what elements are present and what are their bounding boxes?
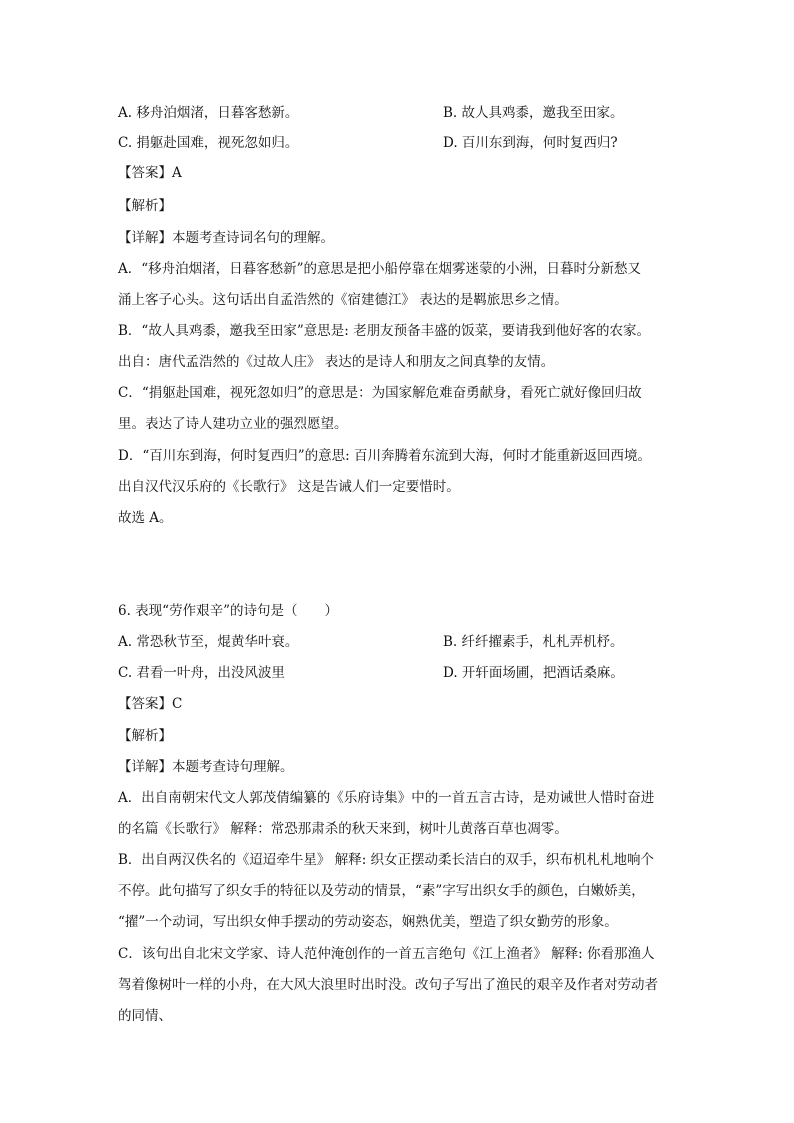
q6-detail-line: C．该句出自北宋文学家、诗人范仲淹创作的一首五言绝句《江上渔者》 解释: 你看那渔人 <box>118 946 655 962</box>
q5-option-b: B. 故人具鸡黍，邀我至田家。 <box>443 105 624 121</box>
q6-analysis-title: 【解析】 <box>118 728 172 744</box>
q5-option-d: D. 百川东到海，何时复西归? <box>443 135 618 151</box>
q6-detail-line: 驾着像树叶一样的小舟，在大风大浪里时出时没。改句子写出了渔民的艰辛及作者对劳动者 <box>118 977 658 993</box>
q5-detail-line: A．“移舟泊烟渚，日暮客愁新”的意思是把小船停靠在烟雾迷蒙的小洲，日暮时分新愁又 <box>118 261 642 277</box>
q5-detail-line: D．“百川东到海，何时复西归”的意思: 百川奔腾着东流到大海，何时才能重新返回西境。 <box>118 448 651 464</box>
q5-option-a: A. 移舟泊烟渚，日暮客愁新。 <box>118 105 299 121</box>
q6-detail-line: 不停。此句描写了织女手的特征以及劳动的情景，“素”字写出织女手的颜色，白嫩娇美， <box>118 883 645 899</box>
q6-detail-line: 的同情、 <box>118 1008 172 1024</box>
q6-detail-line: 【详解】本题考查诗句理解。 <box>118 759 294 775</box>
q6-detail-line: 的名篇《长歌行》 解释：常恐那肃杀的秋天来到，树叶儿黄落百草也凋零。 <box>118 821 568 837</box>
q5-detail-line: B．“故人具鸡黍，邀我至田家”意思是: 老朋友预备丰盛的饭菜，要请我到他好客的农家。 <box>118 323 651 339</box>
q6-detail-line: B．出自两汉佚名的《迢迢牵牛星》 解释: 织女正摆动柔长洁白的双手，织布机札札地响个 <box>118 852 655 868</box>
q5-detail-line: 出自汉代汉乐府的《长歌行》 这是告诫人们一定要惜时。 <box>118 479 460 495</box>
q6-option-b: B. 纤纤擢素手，札札弄机杼。 <box>443 634 624 650</box>
q5-detail-line: 里。表达了诗人建功立业的强烈愿望。 <box>118 416 348 432</box>
q6-option-d: D. 开轩面场圃，把酒话桑麻。 <box>443 665 624 681</box>
q5-conclusion: 故选 A。 <box>118 510 173 526</box>
q6-detail-line: A．出自南朝宋代文人郭茂倩编纂的《乐府诗集》中的一首五言古诗，是劝诫世人惜时奋进 <box>118 790 655 806</box>
q5-analysis-title: 【解析】 <box>118 198 172 214</box>
q5-option-c: C. 捐躯赴国难，视死忽如归。 <box>118 135 299 151</box>
q5-detail-line: 出自：唐代孟浩然的《过故人庄》 表达的是诗人和朋友之间真挚的友情。 <box>118 354 555 370</box>
q5-detail-line: C．“捐躯赴国难，视死忽如归”的意思是：为国家解危难奋勇献身，看死亡就好像回归故 <box>118 385 642 401</box>
q5-detail-line: 涌上客子心头。这句话出自孟浩然的《宿建德江》 表达的是羁旅思乡之情。 <box>118 292 568 308</box>
q6-detail-line: “擢”一个动词，写出织女伸手摆动的劳动姿态，娴熟优美，塑造了织女勤劳的形象。 <box>118 914 618 930</box>
q6-option-a: A. 常恐秋节至，焜黄华叶衰。 <box>118 634 299 650</box>
q5-answer: 【答案】A <box>118 165 182 181</box>
q5-detail-line: 【详解】本题考查诗词名句的理解。 <box>118 230 334 246</box>
q6-answer: 【答案】C <box>118 696 183 712</box>
q6-option-c: C. 君看一叶舟，出没风波里 <box>118 665 285 681</box>
q6-stem: 6. 表现“劳作艰辛”的诗句是（ ） <box>118 603 338 619</box>
